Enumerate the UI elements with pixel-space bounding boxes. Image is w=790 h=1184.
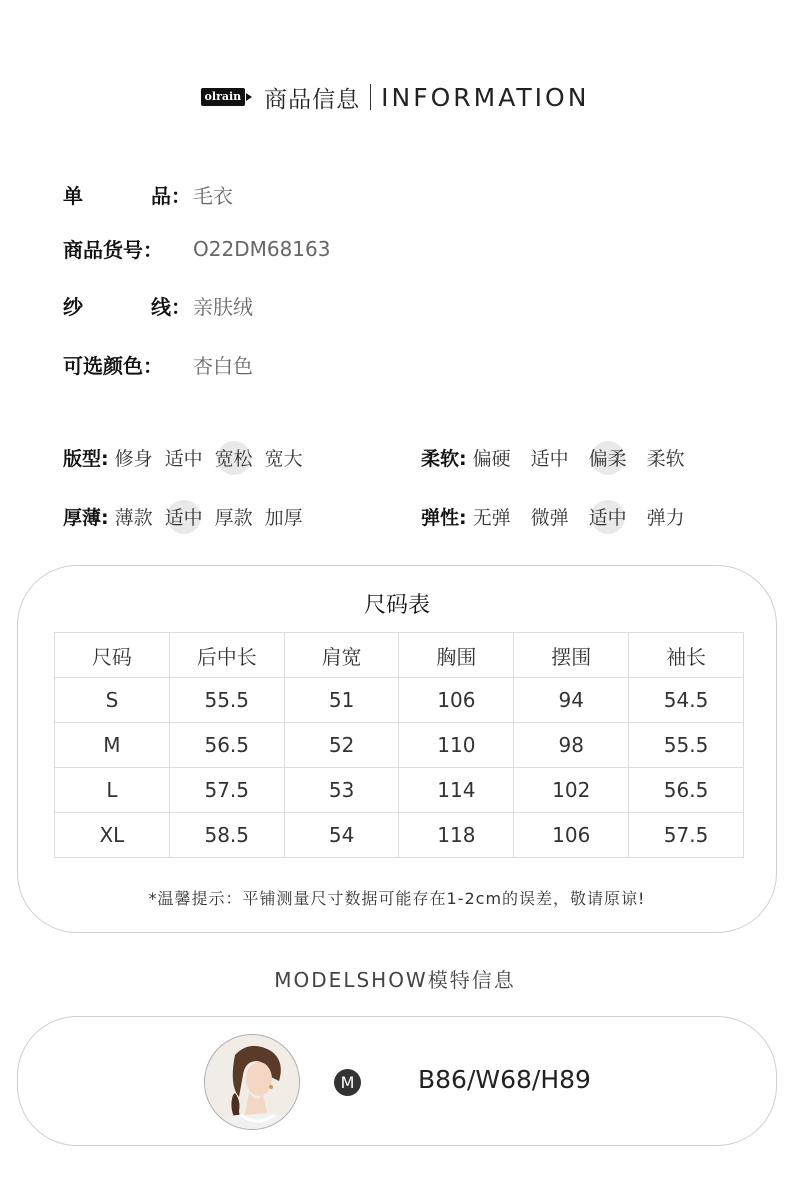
table-cell: 118 xyxy=(399,813,514,858)
info-header xyxy=(0,80,790,114)
table-header-cell: 肩宽 xyxy=(284,633,399,678)
info-label-char: 品： xyxy=(151,184,191,208)
table-cell: 53 xyxy=(284,768,399,813)
table-cell: M xyxy=(55,723,170,768)
header-title-cn: 商品信息 xyxy=(264,86,361,113)
logo-text: olrain xyxy=(201,88,246,106)
attr-option: 适中 xyxy=(164,448,203,470)
attr-thickness xyxy=(63,503,315,530)
play-arrow-icon xyxy=(246,93,252,101)
table-cell: 54.5 xyxy=(629,678,744,723)
attr-option: 厚款 xyxy=(214,507,253,529)
info-row-color xyxy=(63,350,253,379)
attr-option: 柔软 xyxy=(646,448,685,470)
brand-logo xyxy=(201,88,253,106)
info-value: 杏白色 xyxy=(193,354,253,378)
size-chart-card xyxy=(17,565,777,933)
table-cell: 57.5 xyxy=(169,768,284,813)
table-cell: 114 xyxy=(399,768,514,813)
attr-option: 宽大 xyxy=(264,448,303,470)
info-label-char: 纱 xyxy=(63,295,83,319)
attr-option: 适中 xyxy=(165,503,203,530)
table-cell: 56.5 xyxy=(169,723,284,768)
table-cell: 51 xyxy=(284,678,399,723)
size-table xyxy=(54,632,744,858)
attr-option: 适中 xyxy=(530,448,569,470)
attr-label: 厚薄: xyxy=(63,507,109,529)
attr-label: 弹性: xyxy=(421,507,467,529)
model-section-title: MODELSHOW模特信息 xyxy=(274,968,516,992)
attr-elasticity xyxy=(421,503,697,530)
table-cell: 106 xyxy=(399,678,514,723)
attr-option: 薄款 xyxy=(114,507,153,529)
table-row xyxy=(55,723,744,768)
table-cell: 55.5 xyxy=(169,678,284,723)
table-cell: 55.5 xyxy=(629,723,744,768)
table-header-row xyxy=(55,633,744,678)
table-header-cell: 袖长 xyxy=(629,633,744,678)
attr-option: 宽松 xyxy=(215,444,253,471)
table-cell: 54 xyxy=(284,813,399,858)
info-row-item xyxy=(63,180,233,209)
size-chart-title: 尺码表 xyxy=(363,593,430,618)
info-label-char: 可选颜色： xyxy=(63,354,163,378)
attr-option: 修身 xyxy=(114,448,153,470)
attr-option: 无弹 xyxy=(472,507,511,529)
table-header-cell: 后中长 xyxy=(169,633,284,678)
attr-option: 偏柔 xyxy=(589,444,627,471)
table-header-cell: 胸围 xyxy=(399,633,514,678)
table-cell: 106 xyxy=(514,813,629,858)
table-cell: 57.5 xyxy=(629,813,744,858)
table-cell: 94 xyxy=(514,678,629,723)
table-header-cell: 摆围 xyxy=(514,633,629,678)
attr-softness xyxy=(421,444,697,471)
table-cell: 102 xyxy=(514,768,629,813)
model-size-badge: M xyxy=(334,1069,361,1096)
info-value: O22DM68163 xyxy=(193,236,331,261)
table-header-cell: 尺码 xyxy=(55,633,170,678)
header-divider xyxy=(370,84,371,110)
table-cell: 110 xyxy=(399,723,514,768)
info-value: 毛衣 xyxy=(193,184,233,208)
attr-option: 适中 xyxy=(589,503,627,530)
attr-label: 版型: xyxy=(63,448,109,470)
size-chart-note: *温馨提示：平铺测量尺寸数据可能存在1-2cm的误差，敬请原谅! xyxy=(148,889,646,908)
info-label-char: 单 xyxy=(63,184,83,208)
info-row-yarn xyxy=(63,291,253,320)
attr-fit xyxy=(63,444,315,471)
model-measurements: B86/W68/H89 xyxy=(418,1065,591,1094)
attr-option: 微弹 xyxy=(530,507,569,529)
model-card xyxy=(17,1016,777,1146)
table-cell: S xyxy=(55,678,170,723)
table-cell: 56.5 xyxy=(629,768,744,813)
attr-label: 柔软: xyxy=(421,448,467,470)
header-title-en: INFORMATION xyxy=(381,82,590,112)
attr-option: 弹力 xyxy=(646,507,685,529)
attr-option: 偏硬 xyxy=(472,448,511,470)
info-label-char: 商品货号： xyxy=(63,238,163,262)
attr-option: 加厚 xyxy=(264,507,303,529)
info-value: 亲肤绒 xyxy=(193,295,253,319)
model-avatar xyxy=(204,1034,300,1130)
info-row-sku xyxy=(63,234,330,263)
table-row xyxy=(55,768,744,813)
table-row xyxy=(55,678,744,723)
table-row xyxy=(55,813,744,858)
table-cell: L xyxy=(55,768,170,813)
info-label-char: 线： xyxy=(151,295,191,319)
table-cell: 98 xyxy=(514,723,629,768)
info-label xyxy=(63,234,191,263)
table-cell: XL xyxy=(55,813,170,858)
model-portrait-image xyxy=(205,1035,299,1129)
table-cell: 58.5 xyxy=(169,813,284,858)
info-label xyxy=(63,291,191,320)
info-label xyxy=(63,180,191,209)
table-cell: 52 xyxy=(284,723,399,768)
info-label xyxy=(63,350,191,379)
